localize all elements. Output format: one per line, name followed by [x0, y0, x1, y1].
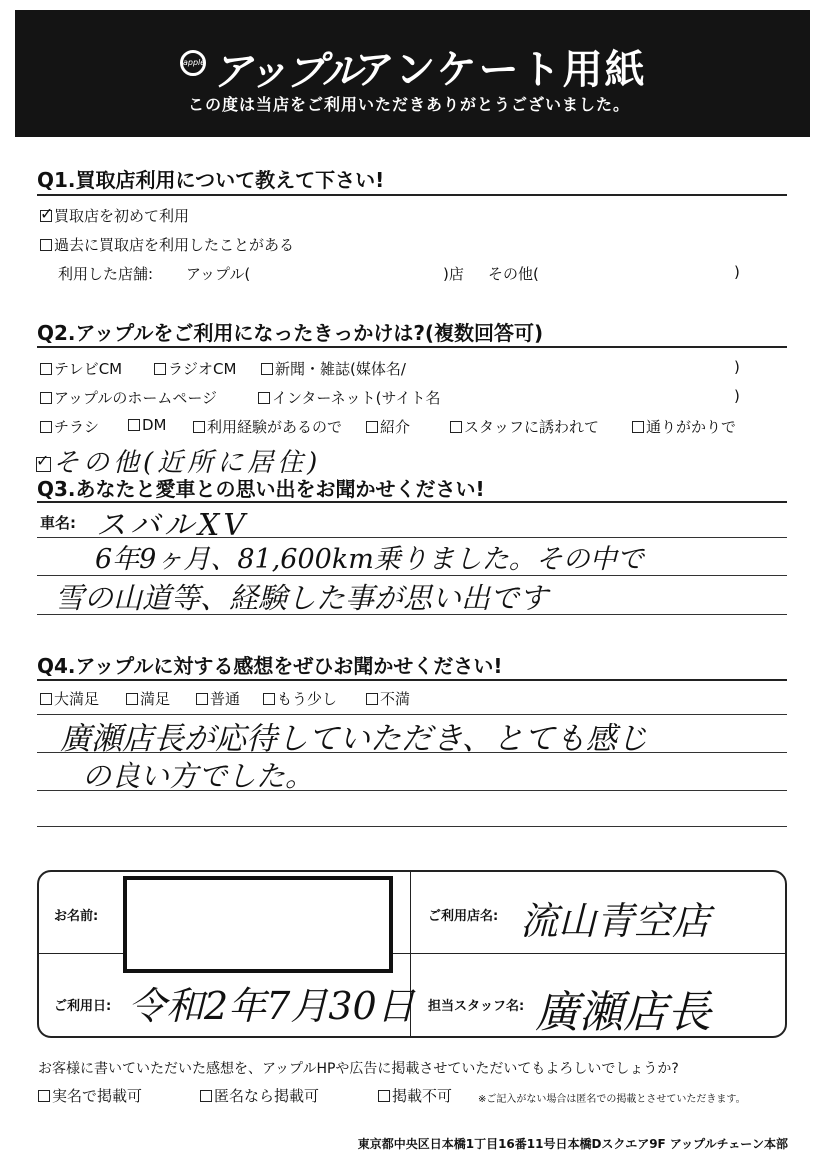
option-label: 実名で掲載可: [52, 1087, 143, 1105]
q1-close-paren: ): [734, 263, 740, 281]
checkbox-icon[interactable]: [200, 1090, 212, 1102]
checkbox-icon[interactable]: [261, 363, 273, 375]
name-label: お名前:: [54, 909, 99, 924]
rating-somewhat[interactable]: [263, 688, 337, 709]
consent-real-name[interactable]: [38, 1085, 142, 1106]
q2-underline: [37, 346, 787, 348]
option-label: 買取店を初めて利用: [54, 207, 190, 225]
thanks-message: この度は当店をご利用いただきありがとうございました。: [188, 95, 631, 114]
option-label: インターネット(サイト名: [272, 389, 441, 407]
q3-heading: Q3.あなたと愛車との思い出をお聞かせください!: [37, 477, 485, 501]
q3-memory-line-1[interactable]: 6年9ヶ月、81,600km乗りました。その中で: [95, 544, 644, 575]
q4-heading: Q4.アップルに対する感想をぜひお聞かせください!: [37, 654, 503, 678]
consent-anonymous[interactable]: [200, 1085, 319, 1106]
option-label: DM: [142, 416, 167, 434]
checkbox-icon[interactable]: [378, 1090, 390, 1102]
option-label: ラジオCM: [168, 360, 237, 378]
q2-option-passing[interactable]: [632, 416, 736, 437]
staff-name-label: 担当スタッフ名:: [428, 999, 525, 1014]
checkbox-icon[interactable]: [258, 392, 270, 404]
checked-checkbox-icon[interactable]: [36, 457, 51, 472]
rating-normal[interactable]: [196, 688, 240, 709]
checkbox-icon[interactable]: [366, 421, 378, 433]
shop-name-value[interactable]: 流山青空店: [520, 899, 711, 943]
option-label: チラシ: [54, 418, 100, 436]
consent-question: お客様に書いていただいた感想を、アップルHPや広告に掲載させていただいてもよろしいでしょうか?: [38, 1061, 679, 1077]
option-label: 掲載不可: [392, 1087, 453, 1105]
checkbox-icon[interactable]: [196, 693, 208, 705]
visit-date-value[interactable]: 令和2年7月30日: [128, 984, 415, 1028]
consent-no[interactable]: [378, 1085, 452, 1106]
checkbox-icon[interactable]: [40, 421, 52, 433]
q3-rule-3: [37, 614, 787, 615]
checkbox-icon[interactable]: [154, 363, 166, 375]
q1-option-used-before[interactable]: [40, 234, 294, 255]
q1-heading: Q1.買取店利用について教えて下さい!: [37, 168, 385, 192]
q4-rule-2: [37, 752, 787, 753]
form-title: アンケート用紙: [355, 47, 647, 93]
q2-row1-close: ): [734, 358, 740, 376]
rating-unsatisfied[interactable]: [366, 688, 410, 709]
checkbox-icon[interactable]: [40, 693, 52, 705]
q4-comment-line-1[interactable]: 廣瀬店長が応待していただき、とても感じ: [60, 721, 648, 757]
option-label: 匿名なら掲載可: [214, 1087, 320, 1105]
header-banner: [15, 10, 810, 137]
checkbox-icon[interactable]: [263, 693, 275, 705]
option-label: スタッフに誘われて: [464, 418, 600, 436]
checkbox-icon[interactable]: [38, 1090, 50, 1102]
q1-shop-other: その他(: [488, 265, 539, 283]
checkbox-icon[interactable]: [128, 419, 140, 431]
q1-option-first-time[interactable]: [40, 205, 189, 226]
visit-date-label: ご利用日:: [54, 999, 112, 1014]
q1-shop-apple: アップル(: [186, 265, 251, 283]
staff-name-value[interactable]: 廣瀬店長: [535, 987, 711, 1038]
consent-note: ※ご記入がない場合は匿名での掲載とさせていただきます。: [478, 1094, 746, 1105]
option-label: 普通: [210, 690, 241, 708]
rating-satisfied[interactable]: [126, 688, 170, 709]
q1-shop-label: 利用した店舗:: [58, 265, 154, 283]
brand-logo-text: アップル: [212, 49, 360, 95]
rating-very-satisfied[interactable]: [40, 688, 99, 709]
q2-option-dm[interactable]: [128, 416, 167, 434]
checkbox-icon[interactable]: [126, 693, 138, 705]
option-label: 利用経験があるので: [207, 418, 343, 436]
car-name-label: 車名:: [40, 514, 76, 532]
q2-option-experience[interactable]: [193, 416, 342, 437]
option-label: 満足: [140, 690, 171, 708]
checkbox-icon[interactable]: [40, 392, 52, 404]
q2-option-flyer[interactable]: [40, 416, 99, 437]
option-label: 紹介: [380, 418, 411, 436]
checkbox-icon[interactable]: [40, 363, 52, 375]
car-name-value[interactable]: スバルXV: [96, 508, 250, 543]
checked-checkbox-icon[interactable]: [40, 210, 52, 222]
q3-memory-line-2[interactable]: 雪の山道等、経験した事が思い出です: [55, 581, 549, 615]
option-label: 過去に買取店を利用したことがある: [54, 236, 295, 254]
option-label: 新聞・雑誌(媒体名/: [275, 360, 406, 378]
q2-option-tv[interactable]: [40, 358, 122, 379]
q4-rule-3: [37, 790, 787, 791]
option-label: 通りがかりで: [646, 418, 737, 436]
name-redaction-box[interactable]: [123, 876, 393, 973]
q2-option-staff[interactable]: [450, 416, 599, 437]
q2-option-radio[interactable]: [154, 358, 236, 379]
q4-rule-4: [37, 826, 787, 827]
checkbox-icon[interactable]: [40, 239, 52, 251]
q2-option-newspaper[interactable]: [261, 358, 406, 379]
q4-comment-line-2[interactable]: の良い方でした。: [82, 759, 315, 793]
handwritten-other: その他(近所に居住): [53, 448, 322, 478]
q2-option-referral[interactable]: [366, 416, 410, 437]
q1-shop-suffix: )店: [443, 265, 464, 283]
checkbox-icon[interactable]: [366, 693, 378, 705]
q2-option-internet[interactable]: [258, 387, 440, 408]
shop-name-label: ご利用店名:: [428, 909, 499, 924]
checkbox-icon[interactable]: [450, 421, 462, 433]
option-label: 大満足: [54, 690, 100, 708]
footer-address: 東京都中央区日本橋1丁目16番11号日本橋Dスクエア9F アップルチェーン本部: [357, 1137, 788, 1151]
option-label: 不満: [380, 690, 411, 708]
q4-underline: [37, 679, 787, 681]
q2-option-homepage[interactable]: [40, 387, 217, 408]
option-label: もう少し: [277, 690, 338, 708]
checkbox-icon[interactable]: [632, 421, 644, 433]
q2-row2-close: ): [734, 387, 740, 405]
apple-logo-icon: apple: [180, 50, 206, 76]
q1-underline: [37, 194, 787, 196]
q2-heading: Q2.アップルをご利用になったきっかけは?(複数回答可): [37, 321, 544, 345]
option-label: テレビCM: [54, 360, 123, 378]
checkbox-icon[interactable]: [193, 421, 205, 433]
option-label: アップルのホームページ: [54, 389, 218, 407]
